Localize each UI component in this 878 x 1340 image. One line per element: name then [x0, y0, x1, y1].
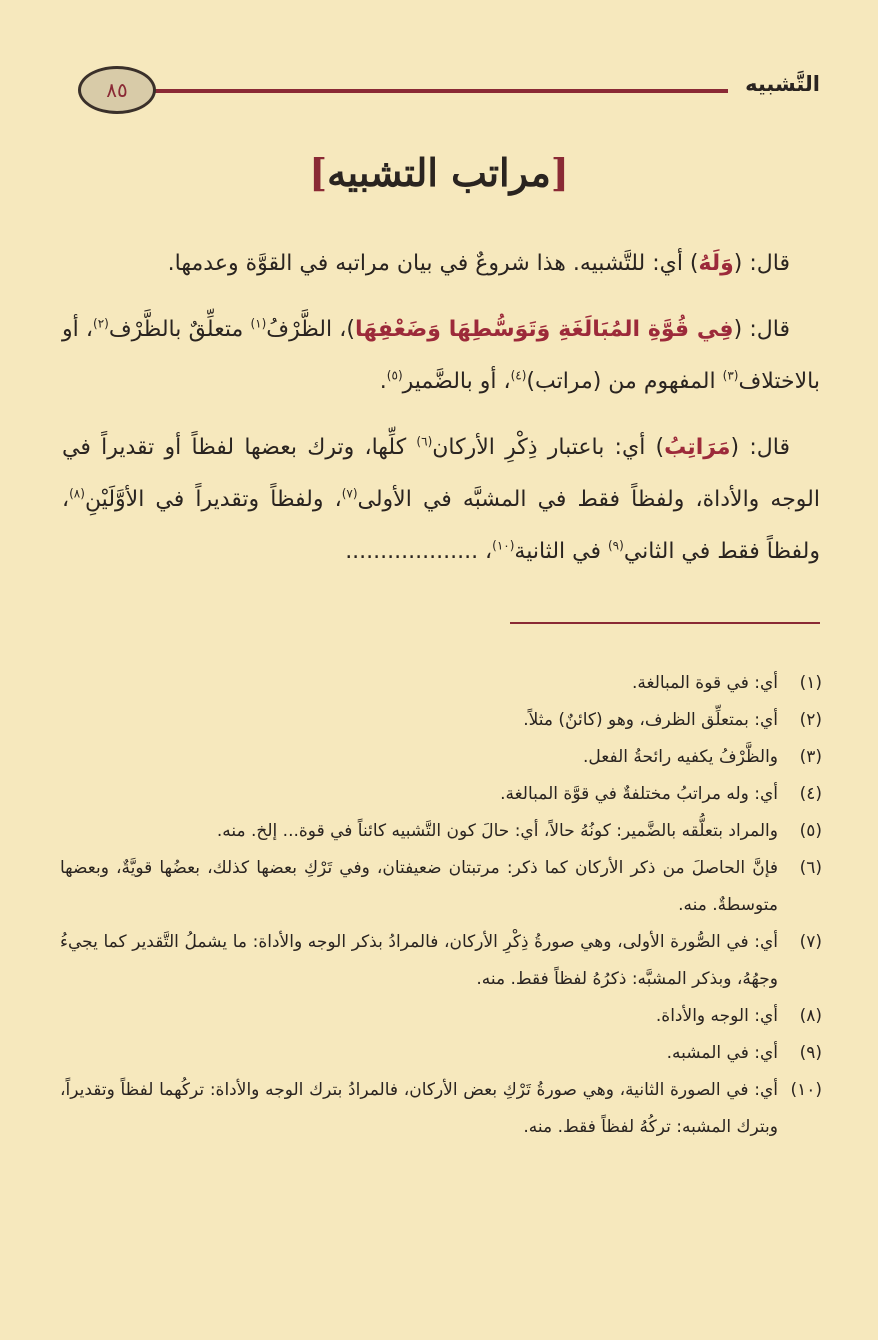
- text-segment: قال: (: [730, 435, 790, 460]
- text-segment: ) أي: باعتبار ذِكْرِ الأركان: [432, 435, 665, 460]
- text-segment: المفهوم من (مراتب): [526, 369, 723, 394]
- paragraph: [62, 304, 820, 408]
- footnote-number: (٨): [799, 1006, 822, 1026]
- text-segment: ، ...................: [345, 539, 493, 564]
- text-segment: )، الظَّرْفُ: [266, 317, 355, 342]
- footnote-text: أي: في المشبه.: [666, 1043, 778, 1063]
- footnote-ref: (٤): [510, 368, 527, 383]
- footnote-ref: (٣): [722, 368, 739, 383]
- footnote-number: (٦): [799, 858, 822, 878]
- text-segment: قال: (: [733, 317, 790, 342]
- text-segment: ) أي: للتَّشبيه. هذا شروعٌ في بيان مراتبه في القوَّة وعدمها.: [167, 251, 699, 276]
- footnote: [60, 924, 822, 998]
- footnote-ref: (٨): [69, 486, 85, 501]
- title-bracket-close: ]: [309, 150, 328, 195]
- text-segment: .: [379, 369, 387, 394]
- footnote-ref: (١٠): [492, 538, 515, 553]
- footnote-ref: (٥): [386, 368, 403, 383]
- footnote: [60, 739, 822, 776]
- quoted-matn: وَلَهُ: [698, 251, 734, 276]
- section-title: [0, 150, 878, 195]
- footnote-number: (٢): [799, 710, 822, 730]
- footnote-text: أي: بمتعلِّق الظرف، وهو (كائنٌ) مثلاً.: [523, 710, 778, 730]
- footnote-text: أي: وله مراتبُ مختلفةٌ في قوَّة المبالغة.: [500, 784, 778, 804]
- text-segment: في الثانية: [514, 539, 608, 564]
- paragraph: [62, 238, 820, 290]
- footnote-number: (٩): [799, 1043, 822, 1063]
- footnote: [60, 776, 822, 813]
- footnote-text: أي: في قوة المبالغة.: [631, 673, 778, 693]
- title-text: مراتب التشبيه: [327, 150, 551, 195]
- footnotes: [60, 665, 822, 1146]
- footnote-ref: (٩): [607, 538, 624, 553]
- text-segment: ، ولفظاً وتقديراً في الأوَّلَيْنِ: [84, 487, 342, 512]
- footnote-number: (٧): [799, 932, 822, 952]
- footnote: [60, 665, 822, 702]
- paragraph: [62, 422, 820, 578]
- header-rule: [148, 89, 728, 93]
- footnote-text: والظَّرْفُ يكفيه رائحةُ الفعل.: [583, 747, 778, 767]
- footnote-text: أي: في الصُّورة الأولى، وهي صورةُ ذِكْرِ الأركان، فالمرادُ بذكر الوجه والأداة: ما يشملُ التَّقدير كما يجيءُ وجهُهُ، وبذكر المشبَّه: ذكرُهُ لفظاً فقط. منه.: [60, 932, 778, 989]
- footnote-ref: (١): [250, 316, 267, 331]
- footnote: [60, 850, 822, 924]
- footnote: [60, 1072, 822, 1146]
- text-segment: ، ولفظاً فقط في الثاني: [62, 487, 820, 564]
- footnote-number: (١): [799, 673, 822, 693]
- footnote-ref: (٢): [93, 316, 109, 331]
- footnote-ref: (٦): [416, 434, 433, 449]
- title-bracket-open: [: [550, 150, 569, 195]
- quoted-matn: مَرَاتِبُ: [664, 435, 731, 460]
- quoted-matn: فِي قُوَّةِ المُبَالَغَةِ وَتَوَسُّطِهَا وَضَعْفِهَا: [354, 317, 734, 342]
- page-header: [78, 66, 820, 116]
- text-segment: متعلِّقٌ بالظَّرْف: [108, 317, 251, 342]
- footnote-number: (٤): [799, 784, 822, 804]
- text-segment: ، أو بالضَّمير: [402, 369, 511, 394]
- footnote-text: أي: الوجه والأداة.: [655, 1006, 778, 1026]
- footnote-number: (٥): [799, 821, 822, 841]
- main-text: [62, 238, 820, 592]
- footnote: [60, 702, 822, 739]
- text-segment: قال: (: [733, 251, 790, 276]
- page-number: ٨٥: [78, 66, 156, 114]
- footnote-text: والمراد بتعلُّقه بالضَّمير: كونُهُ حالاً، أي: حالَ كون التَّشبيه كائناً في قوة... إلخ. منه.: [216, 821, 778, 841]
- footnote-text: فإنَّ الحاصلَ من ذكر الأركان كما ذكر: مرتبتان ضعيفتان، وفي تَرْكِ بعضها كذلك، بعضُها قويَّةٌ، وبعضها متوسطةٌ. منه.: [60, 858, 778, 915]
- text-segment: ، أو بالاختلاف: [62, 317, 820, 394]
- footnote: [60, 998, 822, 1035]
- footnote: [60, 813, 822, 850]
- footnote-number: (١٠): [790, 1080, 822, 1100]
- running-title: التَّشبيه: [745, 72, 820, 96]
- footnote-divider: [510, 622, 820, 624]
- footnote: [60, 1035, 822, 1072]
- footnote-ref: (٧): [341, 486, 358, 501]
- footnote-number: (٣): [799, 747, 822, 767]
- text-segment: كلِّها، وترك بعضها لفظاً أو تقديراً في الوجه والأداة، ولفظاً فقط في المشبَّه في الأولى: [62, 435, 820, 512]
- footnote-text: أي: في الصورة الثانية، وهي صورةُ تَرْكِ بعض الأركان، فالمرادُ بترك الوجه والأداة: تركُهما لفظاً وتقديراً، وبترك المشبه: تركُهُ لفظاً فقط. منه.: [60, 1080, 778, 1137]
